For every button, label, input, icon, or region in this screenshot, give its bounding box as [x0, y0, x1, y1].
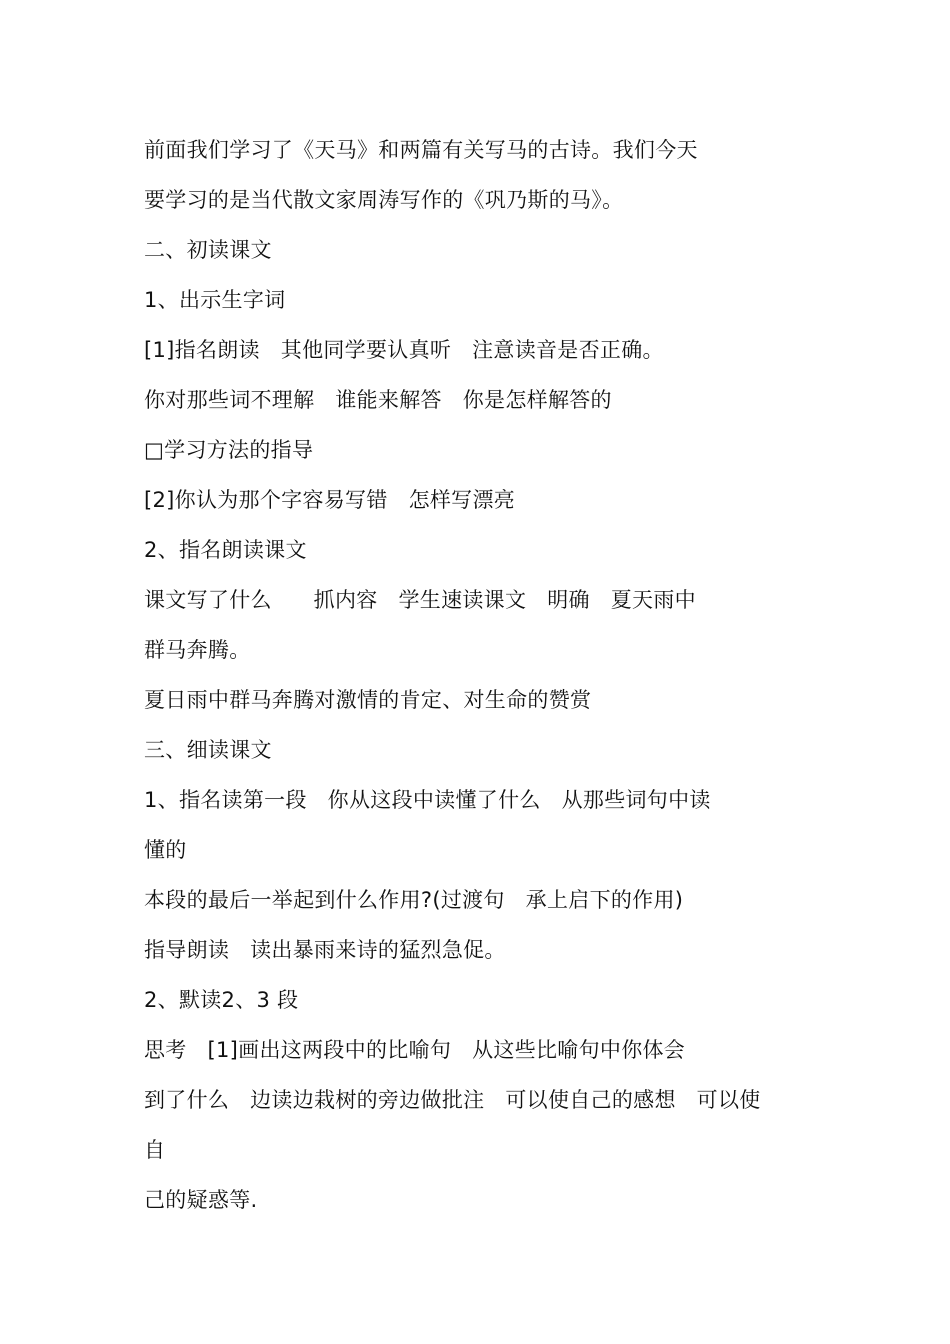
- text-line-7: [144, 425, 824, 475]
- text-line-5: [1]指名朗读 其他同学要认真听 注意读音是否正确。: [144, 338, 664, 362]
- text-line-12: 夏日雨中群马奔腾对激情的肯定、对生命的赞赏: [144, 688, 592, 712]
- text-line-2: 要学习的是当代散文家周涛写作的《巩乃斯的马》。: [144, 188, 624, 212]
- text-line-22: 己的疑惑等.: [144, 1188, 258, 1212]
- text-line-8: [2]你认为那个字容易写错 怎样写漂亮: [144, 488, 516, 512]
- text-line-6: 你对那些词不理解 谁能来解答 你是怎样解答的: [144, 388, 612, 412]
- text-line-4: 1、出示生字词: [144, 288, 286, 312]
- document-body: [144, 125, 824, 1225]
- text-line-21: 自: [144, 1138, 166, 1162]
- text-line-7-body: 学习方法的指导: [164, 438, 314, 462]
- text-line-18: 2、默读2、3 段: [144, 988, 299, 1012]
- text-line-20: 到了什么 边读边栽树的旁边做批注 可以使自己的感想 可以使: [144, 1088, 761, 1112]
- text-line-15: 懂的: [144, 838, 187, 862]
- text-line-17: 指导朗读 读出暴雨来诗的猛烈急促。: [144, 938, 506, 962]
- text-line-11: 群马奔腾。: [144, 638, 251, 662]
- text-line-10: 课文写了什么 抓内容 学生速读课文 明确 夏天雨中: [144, 588, 696, 612]
- section-heading-3: 三、细读课文: [144, 738, 272, 762]
- text-line-1: 前面我们学习了《天马》和两篇有关写马的古诗。我们今天: [144, 138, 698, 162]
- text-line-16: 本段的最后一举起到什么作用?(过渡句 承上启下的作用): [144, 888, 684, 912]
- text-line-14: 1、指名读第一段 你从这段中读懂了什么 从那些词句中读: [144, 788, 711, 812]
- text-line-19: 思考 [1]画出这两段中的比喻句 从这些比喻句中你体会: [144, 1038, 686, 1062]
- missing-glyph-box: □: [144, 438, 165, 462]
- text-line-9: 2、指名朗读课文: [144, 538, 307, 562]
- section-heading-2: 二、初读课文: [144, 238, 272, 262]
